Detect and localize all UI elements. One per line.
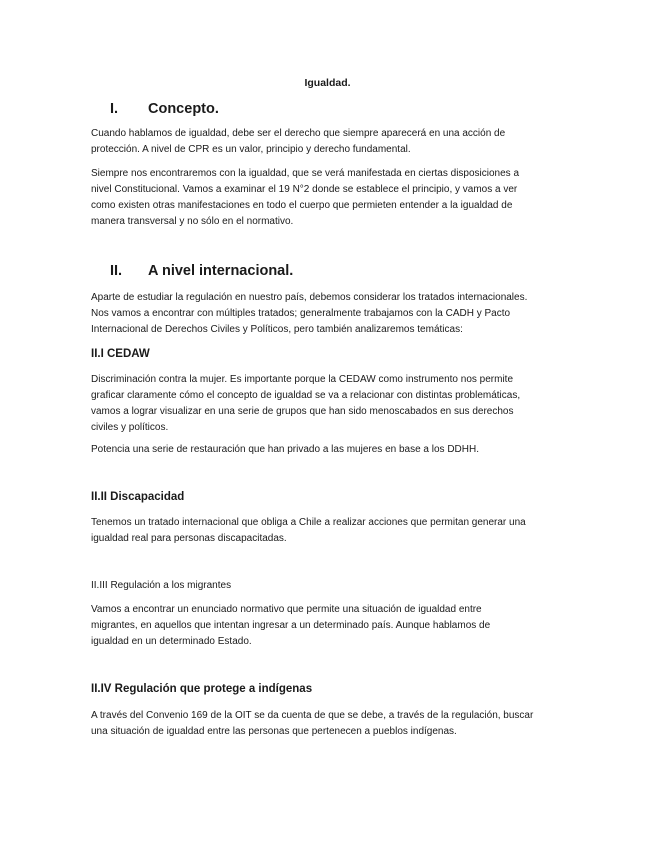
text-line: Siempre nos encontraremos con la igualdad, que se verá manifestada en ciertas disposiciones a — [91, 168, 520, 179]
subsection-heading-cedaw: II.I CEDAW — [91, 348, 150, 360]
text-line: Internacional de Derechos Civiles y Políticos, pero también analizaremos temáticas: — [91, 324, 463, 335]
paragraph — [91, 290, 571, 338]
section-title: A nivel internacional. — [148, 263, 294, 279]
subsection-heading-discapacidad: II.II Discapacidad — [91, 491, 185, 503]
text-line: Nos vamos a encontrar con múltiples tratados; generalmente trabajamos con la CADH y Pacto — [91, 308, 511, 319]
text-line: como existen otras manifestaciones en todo el cuerpo que permieten entender a la igualdad de — [91, 200, 513, 211]
text-line: manera transversal y no sólo en el normativo. — [91, 216, 294, 227]
paragraph — [91, 166, 571, 230]
text-line: nivel Constitucional. Vamos a examinar el 19 N°2 donde se establece el principio, y vamos a ver — [91, 184, 518, 195]
text-line: civiles y políticos. — [91, 422, 169, 433]
subsection-heading-migrantes: II.III Regulación a los migrantes — [91, 580, 232, 591]
text-line: igualdad real para personas discapacitadas. — [91, 533, 287, 544]
text-line: Vamos a encontrar un enunciado normativo que permite una situación de igualdad entre — [91, 604, 482, 615]
subsection-heading-indigenas: II.IV Regulación que protege a indígenas — [91, 683, 313, 695]
text-line: Aparte de estudiar la regulación en nuestro país, debemos considerar los tratados internacionales. — [91, 292, 528, 303]
paragraph — [91, 708, 571, 740]
section-title: Concepto. — [148, 101, 219, 117]
text-line: migrantes, en aquellos que intentan ingresar a un determinado país. Aunque hablamos de — [91, 620, 491, 631]
text-line: Tenemos un tratado internacional que obliga a Chile a realizar acciones que permitan generar una — [91, 517, 526, 528]
section-number: II. — [110, 263, 123, 279]
paragraph — [91, 442, 571, 458]
text-line: protección. A nivel de CPR es un valor, principio y derecho fundamental. — [91, 144, 411, 155]
text-line: Discriminación contra la mujer. Es importante porque la CEDAW como instrumento nos permite — [91, 374, 514, 385]
paragraph — [91, 372, 571, 436]
document-title: Igualdad. — [304, 77, 351, 89]
text-line: Cuando hablamos de igualdad, debe ser el derecho que siempre aparecerá en una acción de — [91, 128, 506, 139]
section-heading-internacional — [110, 263, 293, 279]
section-heading-concepto — [110, 101, 219, 117]
paragraph — [91, 126, 571, 158]
text-line: una situación de igualdad entre las personas que pertenecen a pueblos indígenas. — [91, 726, 457, 737]
text-line: A través del Convenio 169 de la OIT se da cuenta de que se debe, a través de la regulación, buscar — [91, 710, 534, 721]
section-number: I. — [110, 101, 119, 117]
text-line: vamos a lograr visualizar en una serie de grupos que han sido menoscabados en sus derechos — [91, 406, 514, 417]
text-line: graficar claramente cómo el concepto de igualdad se va a relacionar con distintas problemáticas, — [91, 390, 521, 401]
text-line: Potencia una serie de restauración que han privado a las mujeres en base a los DDHH. — [91, 444, 479, 455]
paragraph — [91, 515, 571, 547]
paragraph — [91, 602, 571, 650]
text-line: igualdad en un determinado Estado. — [91, 636, 252, 647]
